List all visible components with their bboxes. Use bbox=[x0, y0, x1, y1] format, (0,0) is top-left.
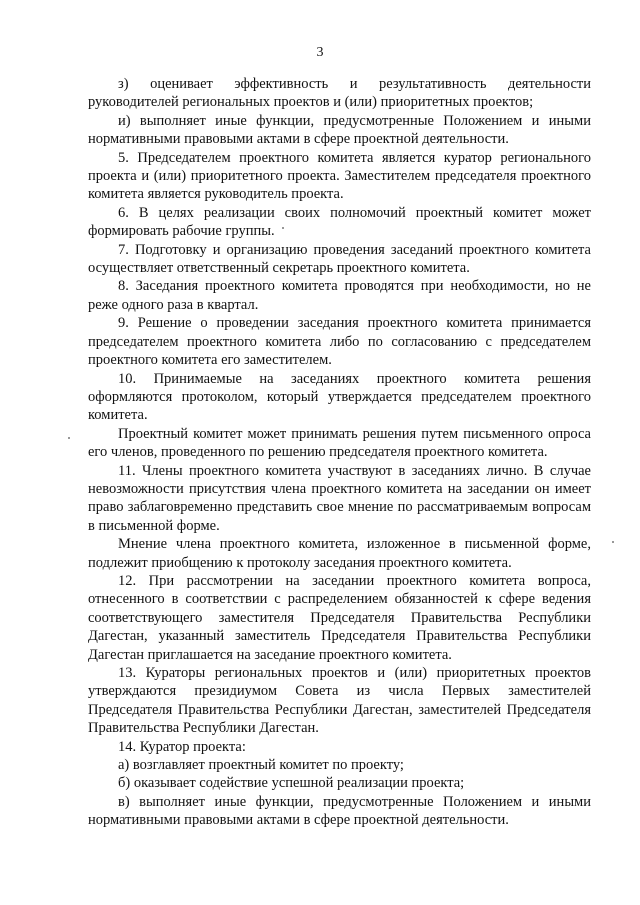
paragraph-8: 8. Заседания проектного комитета проводятся при необходимости, но не реже одного раза в квартал. bbox=[88, 278, 591, 313]
paragraph-13: 13. Кураторы региональных проектов и (или) приоритетных проектов утверждаются президиумом Совета из числа Первых заместителей Председателя Правительства Республики Дагестан, заместителей Председателя Правительства Республики Дагестан. bbox=[88, 665, 591, 737]
paragraph-12: 12. При рассмотрении на заседании проектного комитета вопроса, отнесенного в соответствии с распределением обязанностей к сфере ведения соответствующего заместителя Председателя Правительства Республики Дагестан, указанный заместитель Председателя Правительства Республики Дагестан приглашается на заседание проектного комитета. bbox=[88, 572, 591, 663]
document-body bbox=[88, 75, 591, 830]
paragraph-z: з) оценивает эффективность и результативность деятельности руководителей региональных проектов и (или) приоритетных проектов; bbox=[88, 76, 591, 111]
paragraph-7: 7. Подготовку и организацию проведения заседаний проектного комитета осуществляет ответственный секретарь проектного комитета. bbox=[88, 241, 591, 277]
scan-speck bbox=[68, 437, 70, 439]
paragraph-6: 6. В целях реализации своих полномочий проектный комитет может формировать рабочие группы. bbox=[88, 204, 591, 240]
paragraph-i: и) выполняет иные функции, предусмотренные Положением и иными нормативными правовыми актами в сфере проектной деятельности. bbox=[88, 112, 591, 148]
paragraph-5: 5. Председателем проектного комитета является куратор регионального проекта и (или) приоритетного проекта. Заместителем председателя проектного комитета является руководитель проекта. bbox=[88, 149, 591, 203]
page-number: 3 bbox=[316, 45, 324, 60]
paragraph-9: 9. Решение о проведении заседания проектного комитета принимается председателем проектного комитета либо по согласованию с председателем проектного комитета его заместителем. bbox=[88, 315, 591, 369]
paragraph-10-written-poll: Проектный комитет может принимать решения путем письменного опроса его членов, проведенного по решению председателя проектного комитета. bbox=[88, 425, 591, 461]
paragraph-11: 11. Члены проектного комитета участвуют в заседаниях лично. В случае невозможности присутствия члена проектного комитета на заседании он имеет право заблаговременно представить свое мнение по рассматриваемым вопросам в письменной форме. bbox=[88, 462, 591, 534]
paragraph-14-a: а) возглавляет проектный комитет по проекту; bbox=[118, 757, 404, 774]
paragraph-10: 10. Принимаемые на заседаниях проектного комитета решения оформляются протоколом, который утверждается председателем проектного комитета. bbox=[88, 370, 591, 424]
paragraph-14-b: б) оказывает содействие успешной реализации проекта; bbox=[118, 775, 465, 792]
scan-speck bbox=[612, 541, 614, 543]
paragraph-14-v: в) выполняет иные функции, предусмотренные Положением и иными нормативными правовыми актами в сфере проектной деятельности. bbox=[88, 793, 591, 829]
paragraph-14: 14. Куратор проекта: bbox=[118, 738, 246, 755]
scan-speck bbox=[282, 227, 284, 229]
paragraph-11-written-opinion: Мнение члена проектного комитета, изложенное в письменной форме, подлежит приобщению к протоколу заседания проектного комитета. bbox=[88, 536, 591, 571]
